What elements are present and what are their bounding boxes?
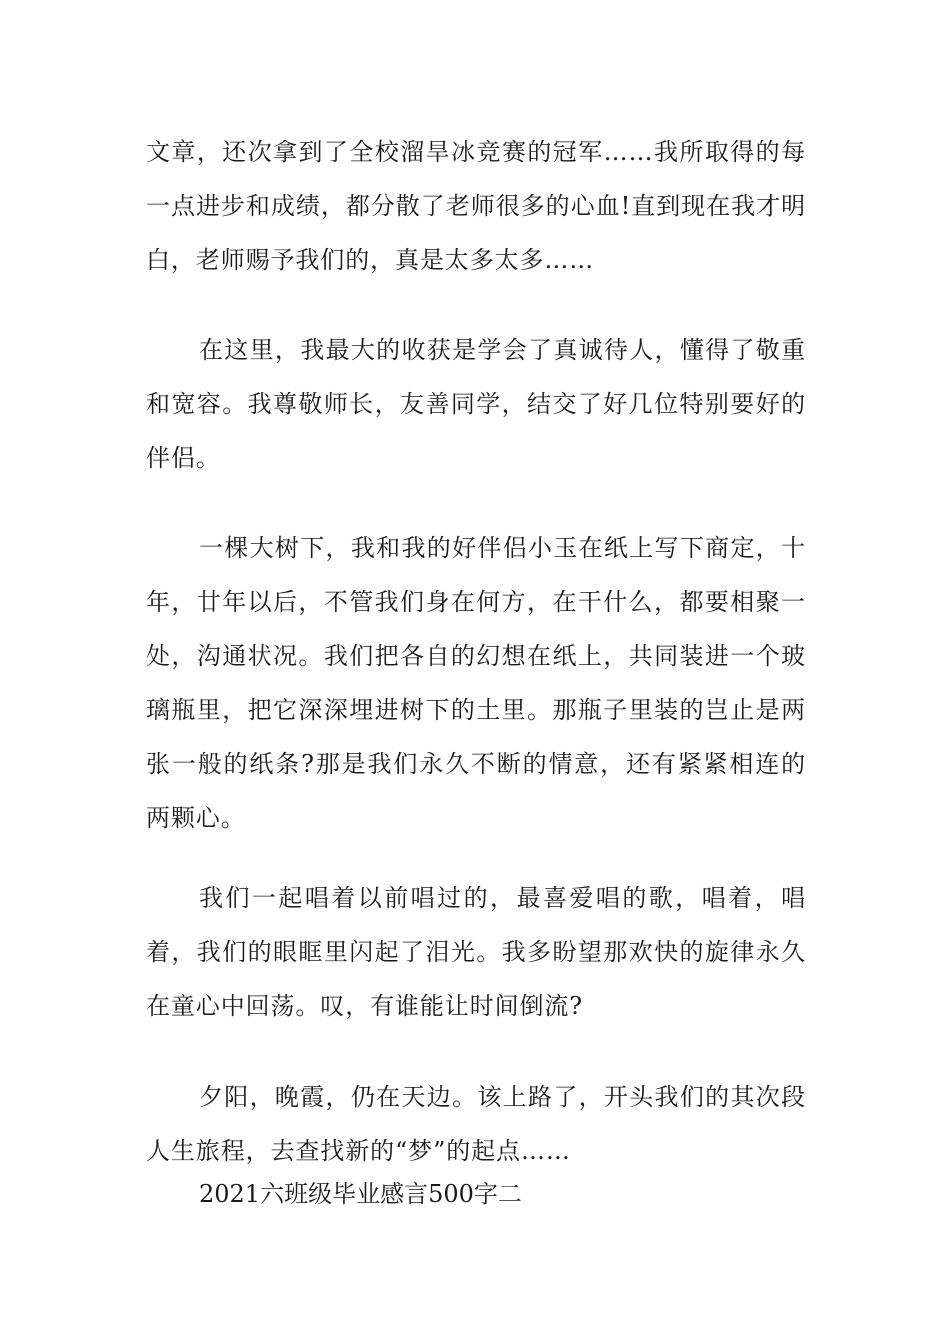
section-heading: 2021六班级毕业感言500字二 [199,1180,522,1208]
paragraph-sunset: 夕阳，晚霞，仍在天边。该上路了，开头我们的其次段人生旅程，去查找新的“梦”的起点…… [146,1083,806,1165]
paragraph-continuation: 文章，还次拿到了全校溜旱冰竞赛的冠军……我所取得的每一点进步和成绩，都分散了老师很多的心血!直到现在我才明白，老师赐予我们的，真是太多太多…… [146,138,806,274]
paragraph-singing: 我们一起唱着以前唱过的，最喜爱唱的歌，唱着，唱着，我们的眼眶里闪起了泪光。我多盼望那欢快的旋律永久在童心中回荡。叹，有谁能让时间倒流? [146,884,806,1020]
paragraph-tree-promise: 一棵大树下，我和我的好伴侣小玉在纸上写下商定，十年，廿年以后，不管我们身在何方，在干什么，都要相聚一处，沟通状况。我们把各自的幻想在纸上，共同装进一个玻璃瓶里，把它深深埋进树下的土里。那瓶子里装的岂止是两张一般的纸条?那是我们永久不断的情意，还有紧紧相连的两颗心。 [146,534,806,832]
paragraph-harvest: 在这里，我最大的收获是学会了真诚待人，懂得了敬重和宽容。我尊敬师长，友善同学，结交了好几位特别要好的伴侣。 [146,336,806,472]
